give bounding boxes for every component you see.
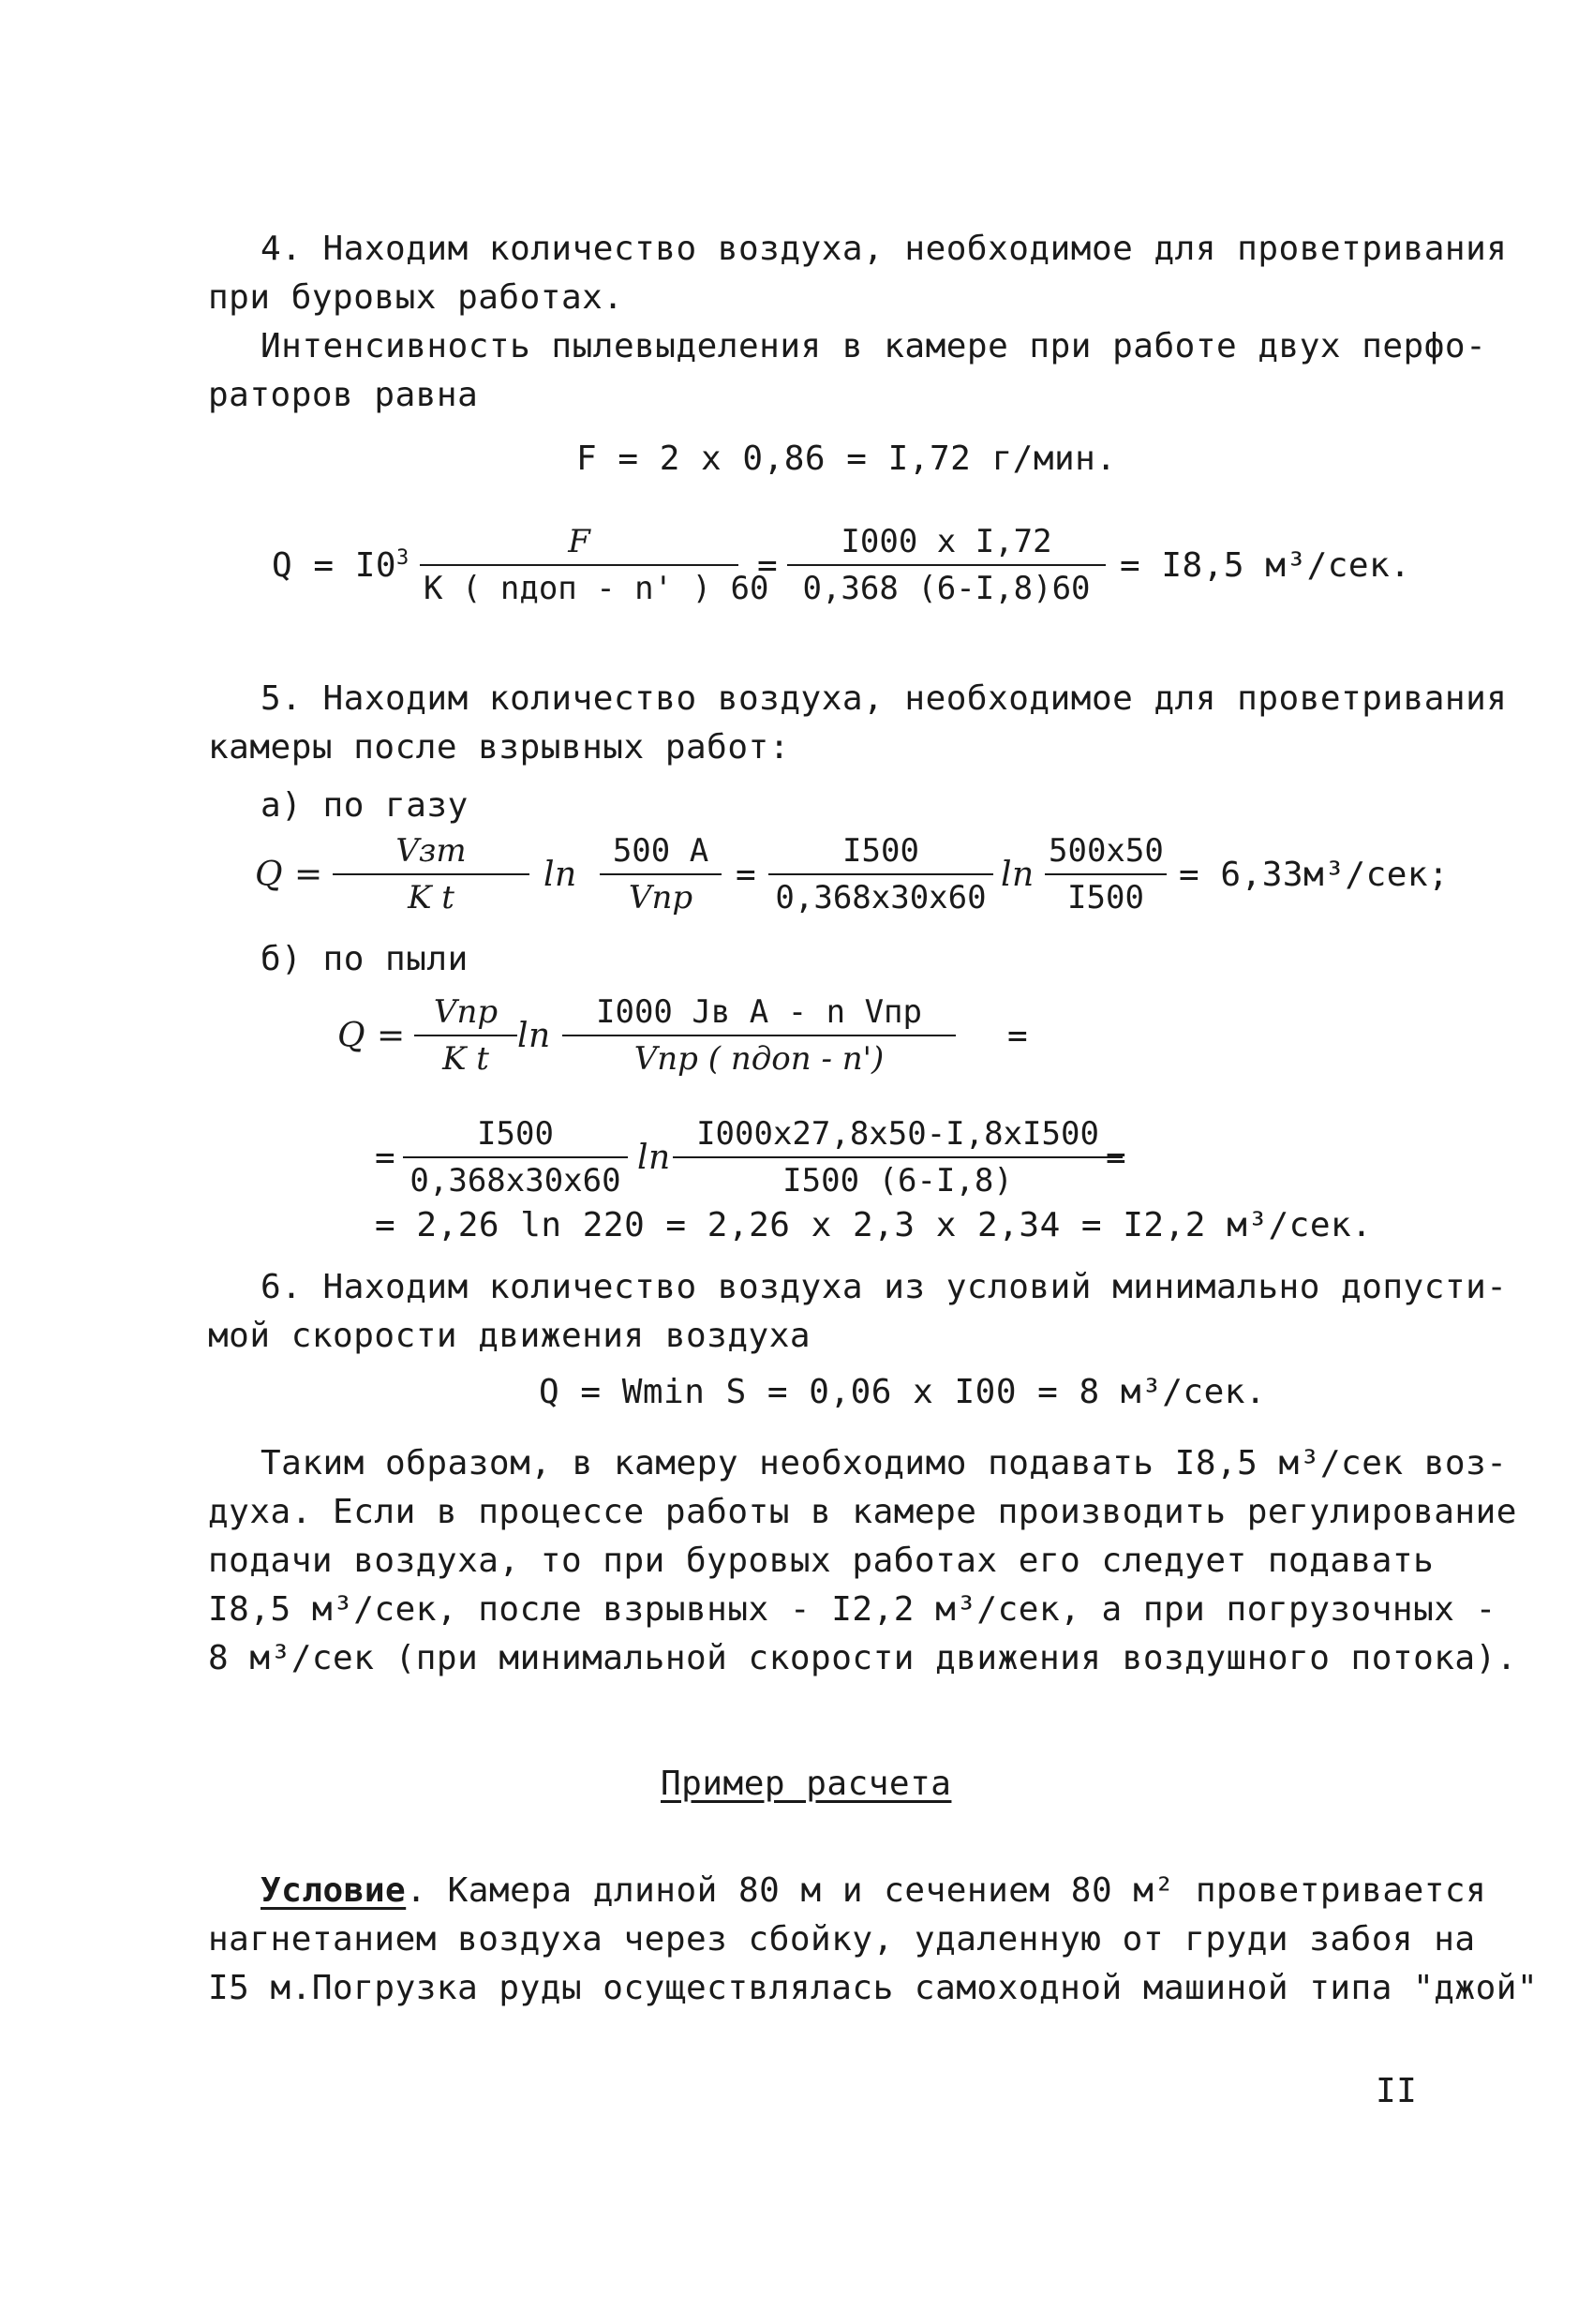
- dust-fraction-4-numerator: I000x27,8x50-I,8xI500: [673, 1113, 1123, 1158]
- dust-result-line: = 2,26 ln 220 = 2,26 x 2,3 x 2,34 = I2,2 м³/сек.: [375, 1206, 1373, 1244]
- gas-fraction-2-denominator: Vпр: [628, 879, 693, 916]
- condition-line2: нагнетанием воздуха через сбойку, удаленную от груди забоя на: [208, 1920, 1476, 1959]
- condition-line3: I5 м.Погрузка руды осуществлялась самоходной машиной типа "джой": [208, 1969, 1539, 2007]
- conclusion-line2: духа. Если в процессе работы в камере производить регулирование: [208, 1493, 1517, 1531]
- fraction-2-numerator: I000 x I,72: [787, 521, 1106, 566]
- equals-1: =: [757, 546, 779, 585]
- dust-equals-3: =: [1106, 1139, 1127, 1177]
- dust-fraction-2-denominator: Vпр ( nдоп - n'): [633, 1040, 885, 1078]
- dust-fraction-3-denominator: 0,368x30x60: [409, 1162, 621, 1199]
- gas-fraction-1-numerator: Vзт: [333, 830, 529, 875]
- conclusion-line1: Таким образом, в камеру необходимо подавать I8,5 м³/сек воз-: [261, 1444, 1508, 1482]
- q-left-text: Q = I0: [272, 546, 397, 585]
- dust-fraction-1-denominator: K t: [442, 1040, 489, 1078]
- gas-label: а) по газу: [261, 786, 469, 825]
- q-left: [272, 542, 409, 590]
- condition-label: Условие: [261, 1871, 407, 1910]
- gas-fraction-4: [1045, 830, 1167, 918]
- condition-line1: [261, 1867, 1486, 1915]
- dust-ln-2: ln: [637, 1139, 671, 1177]
- page-number: II: [1376, 2072, 1418, 2110]
- step6-line1: 6. Находим количество воздуха из условий минимально допусти-: [261, 1268, 1508, 1306]
- conclusion-line3: подачи воздуха, то при буровых работах его следует подавать: [208, 1542, 1435, 1580]
- fraction-1: [420, 521, 769, 609]
- gas-fraction-3-denominator: 0,368x30x60: [775, 879, 987, 916]
- f-equation: F = 2 x 0,86 = I,72 г/мин.: [576, 439, 1117, 478]
- gas-fraction-2-numerator: 500 A: [600, 830, 722, 875]
- step5-line1: 5. Находим количество воздуха, необходимое для проветривания: [261, 679, 1508, 718]
- step4-line3: Интенсивность пылевыделения в камере при работе двух перфо-: [261, 327, 1487, 365]
- gas-fraction-1: [333, 830, 529, 918]
- q-power: 3: [396, 546, 409, 570]
- step4-line4: раторов равна: [208, 376, 479, 414]
- fraction-2-denominator: 0,368 (6-I,8)60: [802, 570, 1091, 607]
- step5-line2: камеры после взрывных работ:: [208, 728, 790, 767]
- dust-equals-2: =: [375, 1139, 396, 1177]
- step6-line2: мой скорости движения воздуха: [208, 1317, 811, 1355]
- dust-label: б) по пыли: [261, 940, 469, 978]
- dust-fraction-4: [673, 1113, 1123, 1201]
- dust-fraction-3: [403, 1113, 628, 1201]
- gas-ln-1: ln: [543, 856, 577, 894]
- step4-line1: 4. Находим количество воздуха, необходимое для проветривания: [261, 230, 1508, 268]
- gas-fraction-2: [600, 830, 722, 918]
- dust-fraction-4-denominator: I500 (6-I,8): [782, 1162, 1013, 1199]
- dust-fraction-2-numerator: I000 Jв A - n Vпр: [562, 991, 956, 1036]
- dust-ln-1: ln: [517, 1017, 551, 1055]
- gas-result: = 6,33м³/сек;: [1179, 856, 1450, 894]
- gas-fraction-4-denominator: I500: [1067, 879, 1144, 916]
- step4-line2: при буровых работах.: [208, 278, 624, 317]
- gas-fraction-3: [768, 830, 993, 918]
- dust-fraction-3-numerator: I500: [403, 1113, 628, 1158]
- dust-equals-1: =: [1007, 1017, 1029, 1055]
- gas-fraction-3-numerator: I500: [768, 830, 993, 875]
- dust-fraction-2: [562, 991, 956, 1080]
- gas-fraction-4-numerator: 500x50: [1045, 830, 1167, 875]
- gas-q: Q =: [255, 856, 323, 894]
- example-heading: Пример расчета: [661, 1765, 952, 1803]
- conclusion-line4: I8,5 м³/сек, после взрывных - I2,2 м³/сек, а при погрузочных -: [208, 1590, 1496, 1629]
- gas-ln-2: ln: [1001, 856, 1035, 894]
- gas-fraction-1-denominator: K t: [408, 879, 454, 916]
- step6-equation: Q = Wmin S = 0,06 x I00 = 8 м³/сек.: [539, 1373, 1267, 1411]
- q-result: = I8,5 м³/сек.: [1120, 546, 1411, 585]
- dust-fraction-1-numerator: Vпр: [414, 991, 517, 1036]
- fraction-1-denominator: K ( nдоп - n' ) 60: [424, 570, 769, 607]
- gas-equals: =: [736, 856, 757, 894]
- conclusion-line5: 8 м³/сек (при минимальной скорости движения воздушного потока).: [208, 1639, 1517, 1677]
- fraction-2: [787, 521, 1106, 609]
- dust-fraction-1: [414, 991, 517, 1080]
- dust-q: Q =: [337, 1017, 406, 1055]
- fraction-1-numerator: F: [420, 521, 738, 566]
- condition-text-1: . Камера длиной 80 м и сечением 80 м² проветривается: [406, 1871, 1487, 1910]
